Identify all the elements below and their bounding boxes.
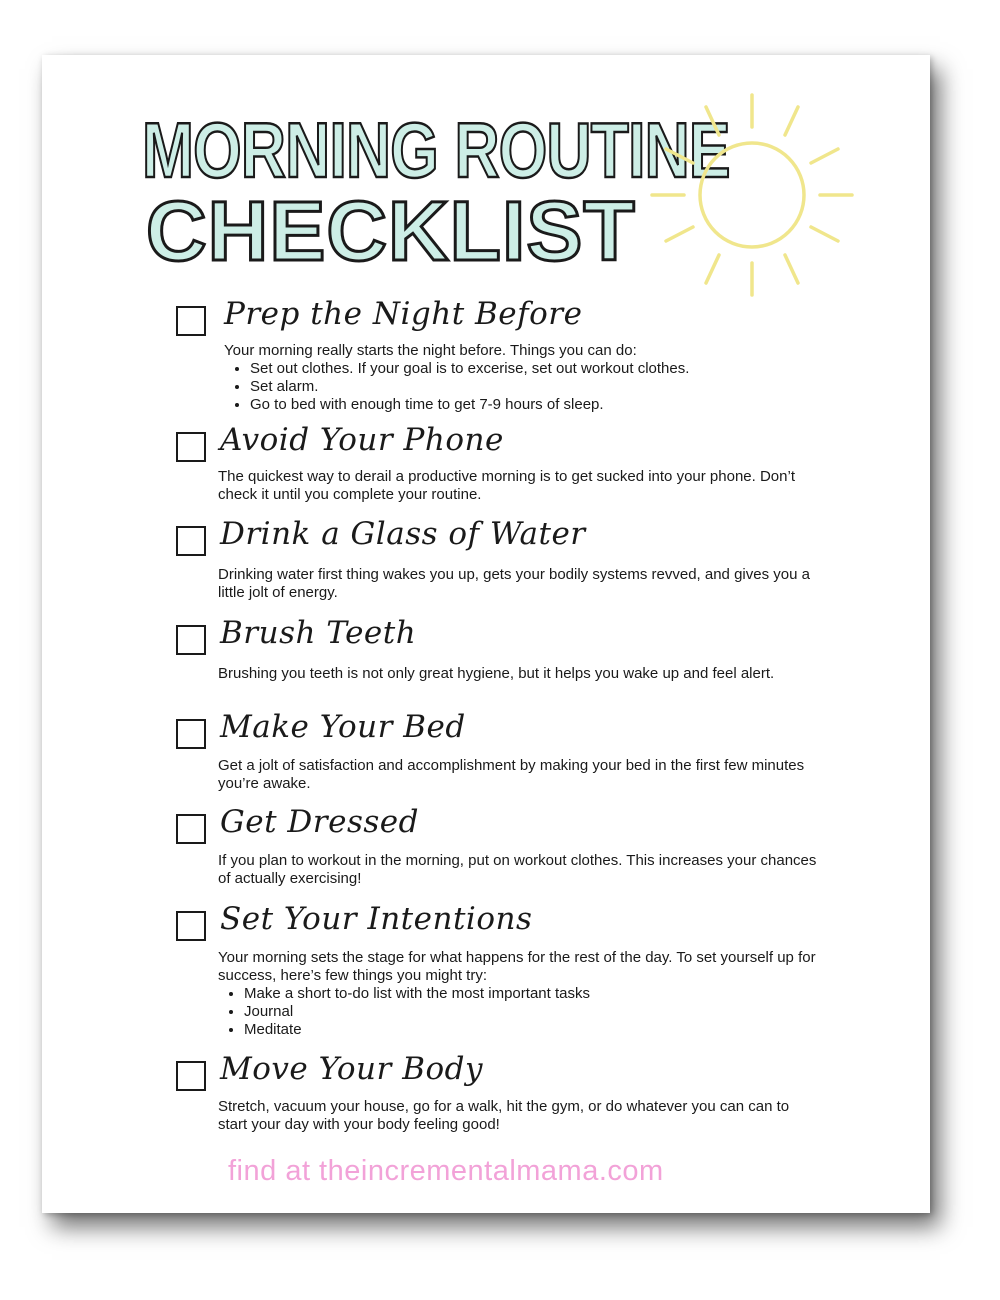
item-title: Brush Teeth <box>220 615 417 651</box>
item-title: Avoid Your Phone <box>220 422 504 458</box>
item-title: Drink a Glass of Water <box>220 516 586 552</box>
checkbox[interactable] <box>176 719 206 749</box>
bullet: • Journal <box>244 1003 818 1021</box>
bullet: • Meditate <box>244 1021 818 1039</box>
item-title: Make Your Bed <box>220 709 466 745</box>
item-desc-text: Your morning really starts the night before. Things you can do: <box>224 342 637 359</box>
checkbox[interactable] <box>176 432 206 462</box>
bullet: • Make a short to-do list with the most important tasks <box>244 985 818 1003</box>
item-desc-text: Your morning sets the stage for what happens for the rest of the day. To set yourself up for success, here’s few things you might try: <box>218 949 816 984</box>
checkbox[interactable] <box>176 625 206 655</box>
item-bullets <box>224 360 824 414</box>
checkbox[interactable] <box>176 526 206 556</box>
sun-icon <box>648 87 856 299</box>
item-title: Move Your Body <box>220 1051 483 1087</box>
checkbox[interactable] <box>176 306 206 336</box>
title-checklist: CHECKLIST <box>146 184 636 278</box>
checklist-page <box>42 55 930 1213</box>
bullet: • Set out clothes. If your goal is to excerise, set out workout clothes. <box>250 360 824 378</box>
item-description: If you plan to workout in the morning, put on workout clothes. This increases your chances of actually exercising! <box>218 852 817 887</box>
bullet: • Set alarm. <box>250 378 824 396</box>
item-description: The quickest way to derail a productive morning is to get sucked into your phone. Don’t check it until you complete your routine. <box>218 468 795 503</box>
item-description: Brushing you teeth is not only great hygiene, but it helps you wake up and feel alert. <box>218 665 775 682</box>
item-description <box>218 949 818 1039</box>
item-description: Stretch, vacuum your house, go for a walk, hit the gym, or do whatever you can can to start your day with your body feeling good! <box>218 1098 790 1133</box>
title-morning-routine: MORNING ROUTINE <box>142 106 730 194</box>
item-description: Drinking water first thing wakes you up, gets your bodily systems revved, and gives you a little jolt of energy. <box>218 566 810 601</box>
item-title: Prep the Night Before <box>224 296 583 332</box>
footer-website: find at theincrementalmama.com <box>228 1155 664 1187</box>
item-bullets <box>218 985 818 1039</box>
checkbox[interactable] <box>176 1061 206 1091</box>
item-description <box>224 342 824 414</box>
checkbox[interactable] <box>176 911 206 941</box>
item-title: Get Dressed <box>220 804 419 840</box>
checkbox[interactable] <box>176 814 206 844</box>
bullet: • Go to bed with enough time to get 7-9 hours of sleep. <box>250 396 824 414</box>
item-title: Set Your Intentions <box>220 901 533 937</box>
item-description: Get a jolt of satisfaction and accomplishment by making your bed in the first few minutes you’re awake. <box>218 757 805 792</box>
